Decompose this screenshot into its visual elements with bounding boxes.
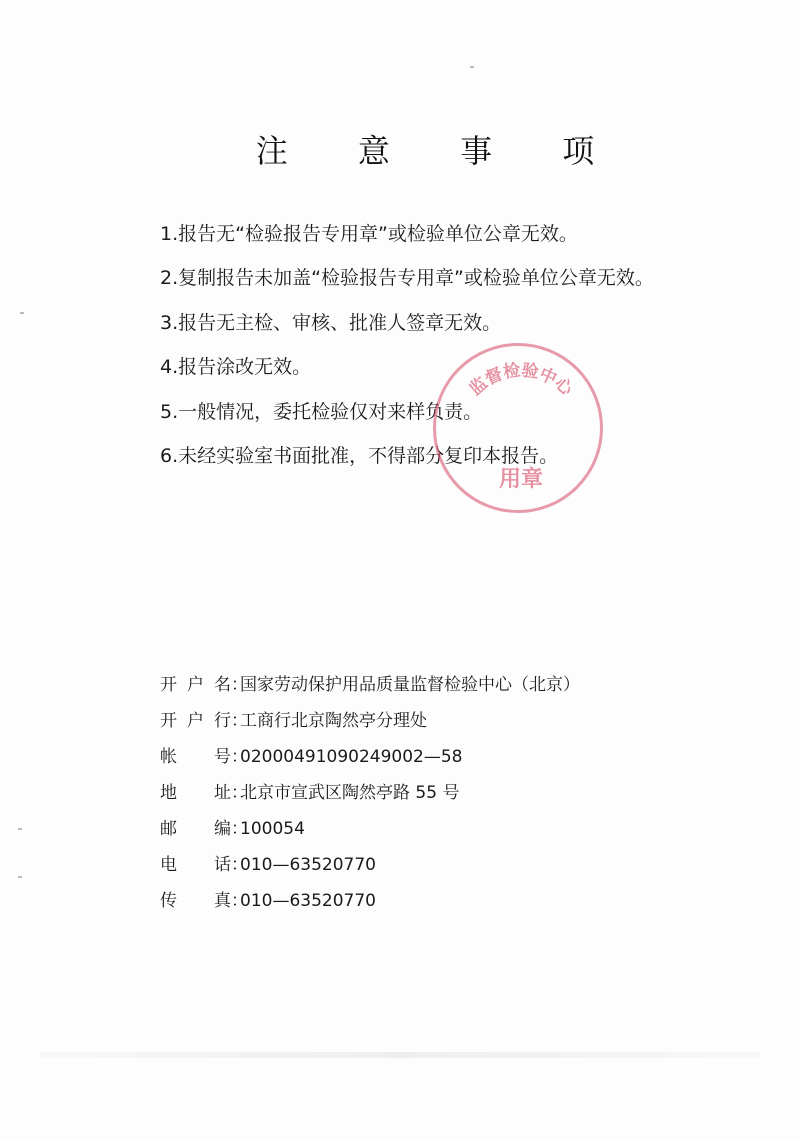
info-value: 100054 (240, 819, 305, 839)
seal-text-arc: 监督检验中心 (465, 360, 577, 400)
info-label: 帐 号： (160, 747, 248, 767)
seal-text-bottom: 用章 (498, 467, 544, 492)
notice-item: 6.未经实验室书面批准，不得部分复印本报告。 (160, 444, 559, 467)
info-row-address (160, 783, 580, 819)
info-label: 电 话： (160, 855, 248, 875)
info-value: 010—63520770 (240, 855, 376, 875)
contact-info (160, 675, 580, 927)
notice-item: 3.报告无主检、审核、批准人签章无效。 (160, 311, 502, 334)
info-row-bank (160, 711, 580, 747)
scan-speck (18, 876, 22, 878)
page-title: 注 意 事 项 (255, 132, 625, 170)
info-value: 工商行北京陶然亭分理处 (240, 711, 427, 731)
info-value: 国家劳动保护用品质量监督检验中心（北京） (240, 675, 580, 695)
info-label: 开 户 名： (160, 675, 248, 695)
inspection-seal (433, 343, 603, 513)
notice-item: 4.报告涂改无效。 (160, 356, 312, 379)
info-label: 邮 编： (160, 819, 248, 839)
scan-speck (18, 828, 22, 830)
scan-speck (470, 66, 474, 68)
info-row-phone (160, 855, 580, 891)
info-value: 北京市宣武区陶然亭路 55 号 (240, 783, 460, 803)
notice-item: 1.报告无“检验报告专用章”或检验单位公章无效。 (160, 223, 578, 245)
info-row-account-name (160, 675, 580, 711)
info-label: 开 户 行： (160, 711, 248, 731)
info-label: 传 真： (160, 891, 248, 911)
info-label: 地 址： (160, 783, 248, 803)
info-value: 02000491090249002—58 (240, 747, 463, 767)
info-row-fax (160, 891, 580, 927)
notice-item: 5.一般情况，委托检验仅对来样负责。 (160, 400, 483, 423)
info-row-account-number (160, 747, 580, 783)
info-value: 010—63520770 (240, 891, 376, 911)
scan-speck (20, 312, 24, 314)
notice-item: 2.复制报告未加盖“检验报告专用章”或检验单位公章无效。 (160, 267, 654, 290)
scan-artifact-stripe (40, 1052, 760, 1058)
svg-text:监督检验中心 (465, 359, 578, 400)
info-row-postcode (160, 819, 580, 855)
seal-graphic (436, 346, 603, 513)
